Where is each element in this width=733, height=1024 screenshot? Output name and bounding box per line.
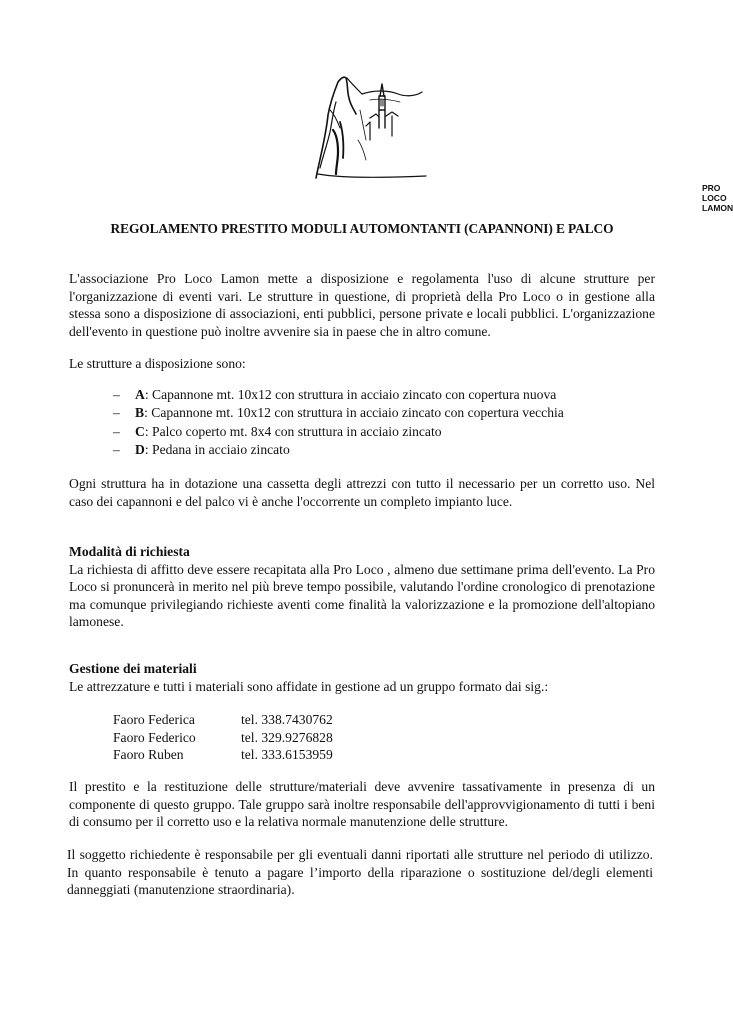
document-title: REGOLAMENTO PRESTITO MODULI AUTOMONTANTI (CAPANNONI) E PALCO [110,221,614,236]
dash-bullet: – [113,387,120,402]
dash-bullet: – [113,441,120,457]
structure-code: C [135,423,145,439]
structure-description: : Palco coperto mt. 8x4 con struttura in acciaio zincato [144,423,442,439]
liability-paragraph: Il soggetto richiedente è responsabile per gli eventuali danni riportati alle strutture nel periodo di utilizzo. In quanto responsabile è tenuto a pagare l’importo della riparazione o sostituzione del/degli elementi danneggiati (manutenzione straordinaria). [67,847,653,898]
structure-code: B [135,405,145,421]
contact-name: Faoro Federico [113,729,196,745]
materials-body: Le attrezzature e tutti i materiali sono affidate in gestione ad un gruppo formato dai sig.: [69,678,549,694]
logo-drawing [300,70,440,180]
list-item [113,441,564,459]
contact-name: Faoro Federica [113,712,195,727]
request-body: La richiesta di affitto deve essere recapitata alla Pro Loco , almeno due settimane prima dell'evento. La Pro Loco si pronuncerà in merito nel più breve tempo possibile, valutando l'ordine cronologico di prenotazione ma comunque privilegiando richieste aventi come finalità la valorizzazione e la promozione dell'altopiano lamonese. [69,561,655,630]
contact-phone: tel. 338.7430762 [241,712,333,727]
list-item [113,423,564,441]
section-heading: Modalità di richiesta [69,544,190,559]
structure-code: A [135,387,145,402]
dash-bullet: – [113,423,120,439]
structure-description: : Pedana in acciaio zincato [144,441,290,457]
equipment-paragraph: Ogni struttura ha in dotazione una cassetta degli attrezzi con tutto il necessario per un corretto uso. Nel caso dei capannoni e del palco vi è anche l'occorrente un completo impianto luce. [69,476,655,509]
list-item [113,404,564,422]
contact-phone: tel. 333.6153959 [241,747,333,763]
contact-row [113,711,333,729]
contact-name: Faoro Ruben [113,747,184,763]
structure-description: : Capannone mt. 10x12 con struttura in acciaio zincato con copertura vecchia [144,405,564,421]
intro-paragraph: L'associazione Pro Loco Lamon mette a disposizione e regolamenta l'uso di alcune strutture per l'organizzazione di eventi vari. Le strutture in questione, di proprietà della Pro Loco o in gestione alla stessa sono a disposizione di associazioni, enti pubblici, persone private e locali pubblici. L'organizzazione dell'evento in questione può inoltre avvenire sia in paese che in altro comune. [69,271,655,339]
logo-line: PRO [702,183,721,193]
list-item [113,386,564,404]
logo-line: LAMON [702,203,733,213]
structures-intro: Le strutture a disposizione sono: [69,356,246,371]
section-heading: Gestione dei materiali [69,661,197,676]
structure-code: D [135,441,145,457]
contact-row [113,746,333,764]
contact-phone: tel. 329.9276828 [241,729,333,745]
request-section [69,543,655,631]
contact-row [113,729,333,747]
pro-loco-lamon-logo [300,70,733,213]
dash-bullet: – [113,405,120,421]
loan-return-paragraph: Il prestito e la restituzione delle strutture/materiali deve avvenire tassativamente in presenza di un componente di questo gruppo. Tale gruppo sarà inoltre responsabile dell'approvvigionamento di tutti i beni di consumo per il corretto uso e la relativa normale manutenzione delle strutture. [69,779,655,830]
contacts-list [113,711,333,764]
logo-text [702,183,733,213]
structures-list [113,386,564,459]
materials-section [69,660,655,695]
structure-description: : Capannone mt. 10x12 con struttura in acciaio zincato con copertura nuova [144,387,557,402]
logo-line: LOCO [702,193,727,203]
